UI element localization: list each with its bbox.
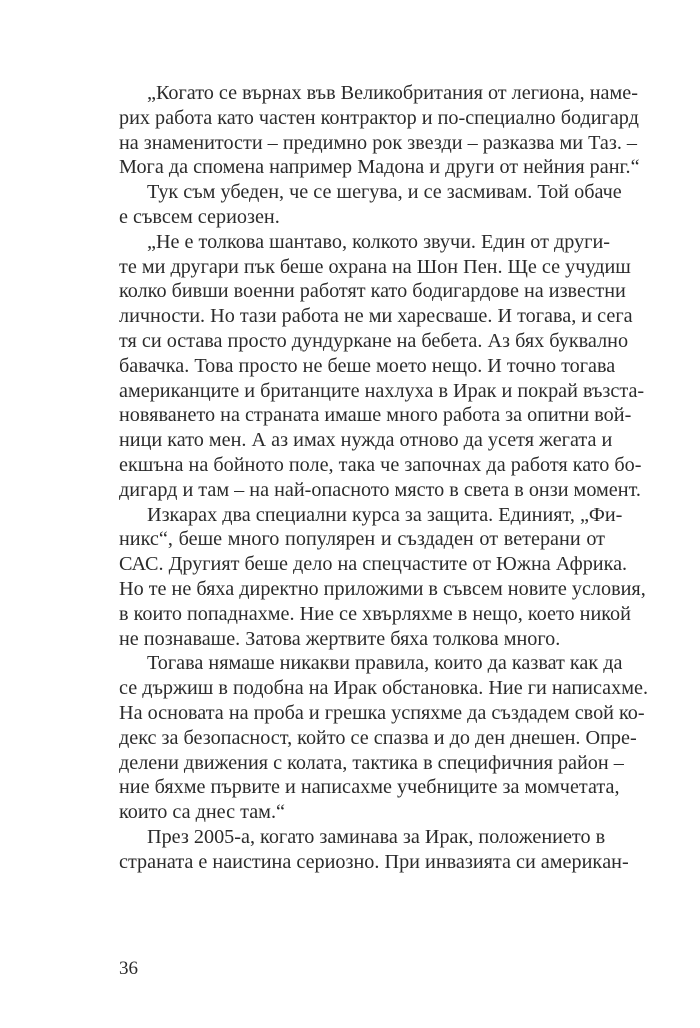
text-line: „Когато се върнах във Великобритания от легиона, наме- bbox=[147, 82, 638, 104]
text-line: дигард и там – на най-опасното място в света в онзи момент. bbox=[119, 478, 641, 501]
text-line: в които попаднахме. Ние се хвърляхме в нещо, което никой bbox=[119, 602, 631, 625]
text-line: делени движения с колата, тактика в специфичния район – bbox=[119, 751, 624, 774]
text-line: страната е наистина сериозно. При инвазията си америкaн- bbox=[119, 850, 629, 873]
text-line: Мога да спомена например Мадона и други от нейния ранг.“ bbox=[119, 156, 640, 179]
text-line: декс за безопасност, който се спазва и до ден днешен. Опре- bbox=[119, 726, 637, 749]
text-line: Но те не бяха директно приложими в съвсем новите условия, bbox=[119, 577, 646, 600]
text-line: които са днес там.“ bbox=[119, 801, 285, 824]
text-line: не познаваше. Затова жертвите бяха толкова много. bbox=[119, 627, 561, 650]
text-line: те ми другари пък беше охрана на Шон Пен. Ще се учудиш bbox=[119, 255, 631, 278]
text-line: През 2005-а, когато заминава за Ирак, положението в bbox=[147, 825, 606, 848]
text-line: американците и британците нахлуха в Ирак и покрай възста- bbox=[119, 379, 645, 402]
text-line: никс“, беше много популярен и създаден от ветерани от bbox=[119, 528, 605, 551]
page-number: 36 bbox=[119, 958, 138, 979]
text-line: „Не е толкова шантаво, колкото звучи. Един от други- bbox=[147, 230, 610, 253]
text-line: е съвсем сериозен. bbox=[119, 205, 280, 228]
text-line: екшъна на бойното поле, така че започнах да работя като бо- bbox=[119, 453, 642, 476]
text-line: ници като мен. А аз имах нужда отново да усетя жегата и bbox=[119, 429, 613, 452]
text-line: колко бивши военни работят като бодигардове на известни bbox=[119, 280, 626, 303]
body-text bbox=[119, 81, 649, 875]
text-line: бавачка. Това просто не беше моето нещо. И точно тогава bbox=[119, 354, 616, 377]
text-line: рих работа като частен контрактор и по-специално бодигард bbox=[119, 106, 639, 129]
text-line: САС. Другият беше дело на спецчастите от Южна Африка. bbox=[119, 553, 628, 576]
text-line: На основата на проба и грешка успяхме да създадем свой ко- bbox=[119, 701, 645, 724]
text-line: се държиш в подобна на Ирак обстановка. Ние ги написахме. bbox=[119, 677, 649, 700]
text-line: тя си остава просто дундуркане на бебета. Аз бях буквално bbox=[119, 329, 629, 352]
text-line: Тук съм убеден, че се шегува, и се засмивам. Той обаче bbox=[147, 181, 622, 204]
text-line: Изкарах два специални курса за защита. Единият, „Фи- bbox=[147, 503, 623, 526]
text-line: на знаменитости – предимно рок звезди – разказва ми Таз. – bbox=[119, 131, 638, 154]
text-line: личности. Но тази работа не ми харесваше. И тогава, и сега bbox=[119, 305, 633, 328]
text-line: Тогава нямаше никакви правила, които да казват как да bbox=[147, 652, 623, 675]
text-line: ние бяхме първите и написахме учебниците за момчетата, bbox=[119, 776, 620, 799]
text-line: новяването на страната имаше много работа за опитни вой- bbox=[119, 404, 632, 427]
